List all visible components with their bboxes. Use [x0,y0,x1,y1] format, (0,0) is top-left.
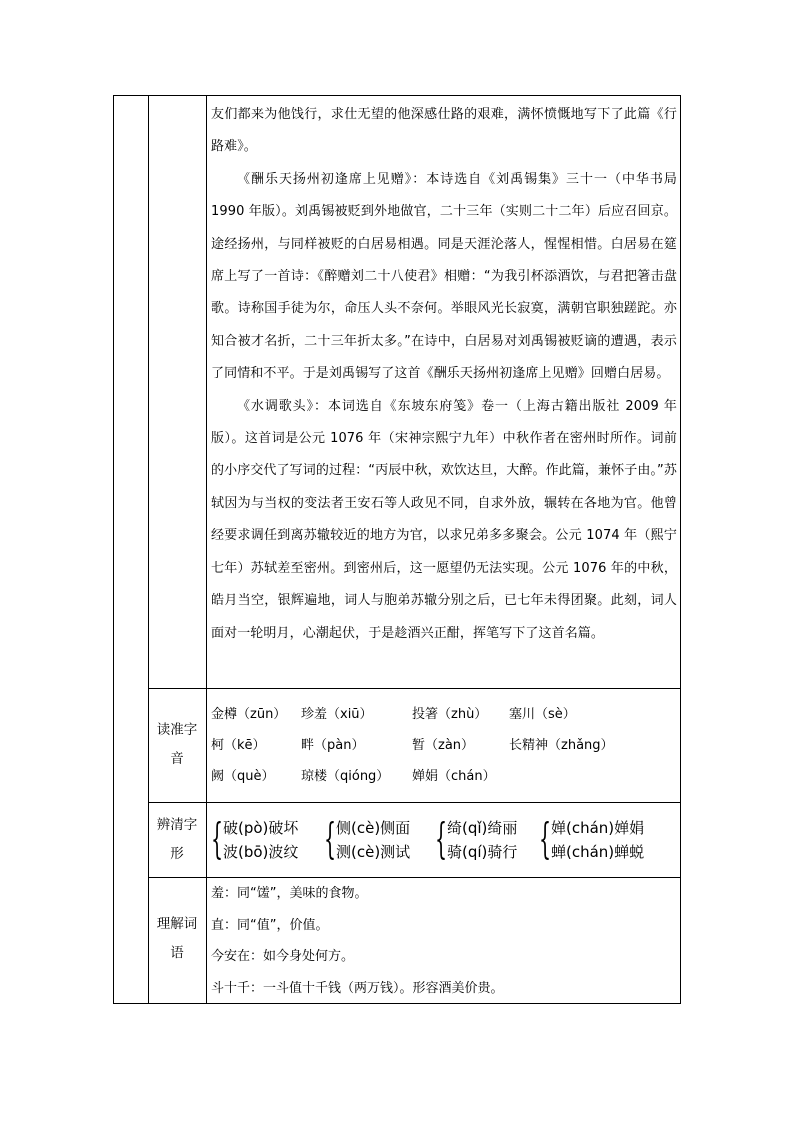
vocabulary-item: 今安在：如今身处何方。 [211,949,355,964]
table-column-divider [206,95,207,1004]
distinguish-label: 辨清字 形 [156,817,198,862]
pronunciation-row [211,761,677,792]
distinguish-group [211,814,321,866]
left-brace-icon: { [211,814,224,863]
pronunciation-row [211,699,677,730]
table-border-left [113,95,114,1004]
intro-paragraph: 《水调歌头》：本词选自《东坡东府笺》卷一（上海古籍出版社 2009 年版）。这首词是公元 1076 年（宋神宗熙宁九年）中秋作者在密州时所作。词前的小序交代了写词的过程：“丙辰中秋，欢饮达旦，大醉。作此篇，兼怀子由。”苏轼因为与当权的变法者王安石等人政见不同，自求外放，辗转在各地为官。他曾经要求调任到离苏辙较近的地方为官，以求兄弟多多聚会。公元 1074 年（熙宁七年）苏轼差至密州。到密州后，这一愿望仍无法实现。公元 1076 年的中秋，皓月当空，银辉遍地，词人与胞弟苏辙分别之后，已七年未得团聚。此刻，词人面对一轮明月，心潮起伏，于是趁酒兴正酣，挥笔写下了这首名篇。 [211,398,677,641]
pronunciation-grid [211,699,677,792]
distinguish-word: 蝉(chán)蝉蜕 [551,843,645,861]
pronunciation-item: 珍羞（xiū） [301,707,373,722]
row-divider [148,688,681,689]
distinguish-word: 破(pò)破坏 [223,819,299,837]
pronunciation-item: 畔（pàn） [301,738,365,753]
table-border-right [680,95,681,1004]
distinguish-group [435,814,545,866]
lesson-table [113,95,681,1004]
pronunciation-label: 读准字 音 [156,722,198,767]
intro-paragraph: 友们都来为他饯行，求仕无望的他深感仕路的艰难，满怀愤慨地写下了此篇《行路难》。 [211,107,677,155]
distinguish-word: 绮(qǐ)绮丽 [447,819,518,837]
row-divider [148,802,681,803]
pronunciation-item: 长精神（zhǎng） [509,738,614,753]
distinguish-word: 骑(qí)骑行 [447,843,518,861]
distinguish-word: 侧(cè)侧面 [336,819,411,837]
pronunciation-item: 暂（zàn） [412,738,475,753]
pronunciation-item: 金樽（zūn） [211,707,287,722]
pronunciation-item: 婵娟（chán） [412,769,496,784]
distinguish-word: 波(bō)波纹 [223,843,299,861]
distinguish-group [539,814,677,866]
pronunciation-item: 阙（què） [211,769,275,784]
vocabulary-item: 直：同“值”，价值。 [211,917,329,933]
left-brace-icon: { [539,814,552,863]
table-border-top [113,95,681,96]
background-intro [211,99,677,650]
pronunciation-item: 琼楼（qióng） [301,769,390,784]
vocabulary-label: 理解词 语 [156,916,198,961]
pronunciation-item: 投箸（zhù） [412,707,488,722]
pronunciation-item: 塞川（sè） [509,707,576,722]
distinguish-word: 婵(chán)婵娟 [551,819,645,837]
distinguish-group [324,814,434,866]
vocabulary-item: 斗十千：一斗值十千钱（两万钱）。形容酒美价贵。 [211,980,504,996]
distinguish-word: 测(cè)测试 [336,843,411,861]
left-brace-icon: { [324,814,337,863]
vocabulary-item: 羞：同“馐”，美味的食物。 [211,886,368,901]
pronunciation-item: 柯（kē） [211,738,266,753]
intro-paragraph: 《酬乐天扬州初逢席上见赠》：本诗选自《刘禹锡集》三十一（中华书局 1990 年版）。刘禹锡被贬到外地做官，二十三年（实则二十二年）后应召回京。途经扬州，与同样被贬的白居易相遇。同是天涯沦落人，惺惺相惜。白居易在筵席上写了一首诗：《醉赠刘二十八使君》相赠：“为我引杯添酒饮，与君把箸击盘歌。诗称国手徒为尔，命压人头不奈何。举眼风光长寂寞，满朝官职独蹉跎。亦知合被才名折，二十三年折太多。”在诗中，白居易对刘禹锡被贬谪的遭遇，表示了同情和不平。于是刘禹锡写了这首《酬乐天扬州初逢席上见赠》回赠白居易。 [211,171,677,382]
vocabulary-list [211,878,677,1004]
left-brace-icon: { [435,814,448,863]
pronunciation-row [211,730,677,761]
